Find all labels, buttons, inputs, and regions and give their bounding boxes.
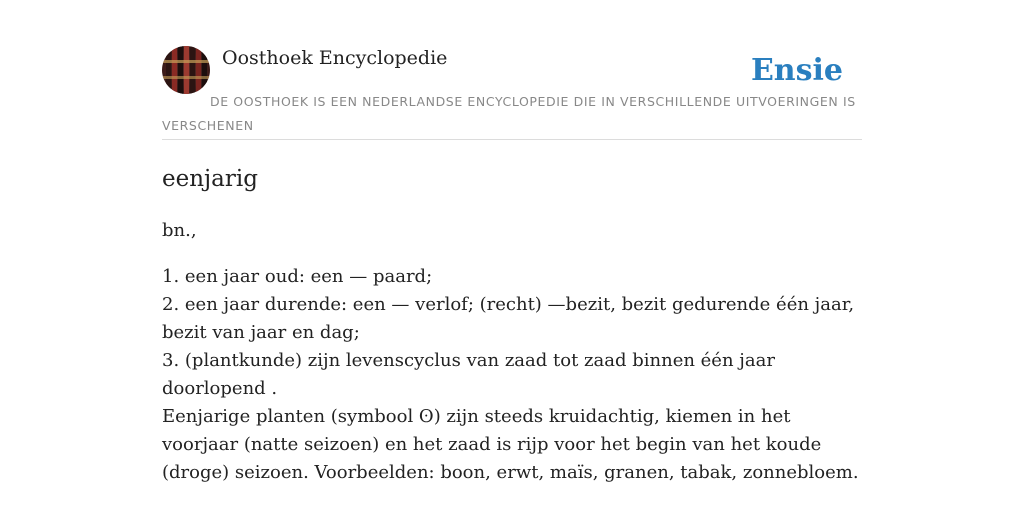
site-tagline: DE OOSTHOEK IS EEN NEDERLANDSE ENCYCLOPEDIE DIE IN VERSCHILLENDE UITVOERINGEN IS VERSCHENEN [162,94,856,133]
site-header [162,46,862,140]
header-divider [162,139,862,140]
definition-item: 3. (plantkunde) zijn levenscyclus van zaad tot zaad binnen één jaar doorlopend . [162,350,775,399]
part-of-speech: bn., [162,220,197,241]
brand-logo[interactable]: Ensie [750,53,843,88]
entry-note: Eenjarige planten (symbool ʘ) zijn steeds kruidachtig, kiemen in het voorjaar (natte seizoen) en het zaad is rijp voor het begin van het koude (droge) seizoen. Voorbeelden: boon, erwt, maïs, granen, tabak, zonnebloem. [162,406,859,483]
site-title[interactable]: Oosthoek Encyclopedie [222,47,448,69]
encyclopedia-avatar[interactable] [162,46,210,94]
definition-list [162,263,862,403]
definition-item: 2. een jaar durende: een — verlof; (recht) —bezit, bezit gedurende één jaar, bezit van jaar en dag; [162,294,855,343]
entry-term: eenjarig [162,166,258,192]
definition-item: 1. een jaar oud: een — paard; [162,266,433,287]
